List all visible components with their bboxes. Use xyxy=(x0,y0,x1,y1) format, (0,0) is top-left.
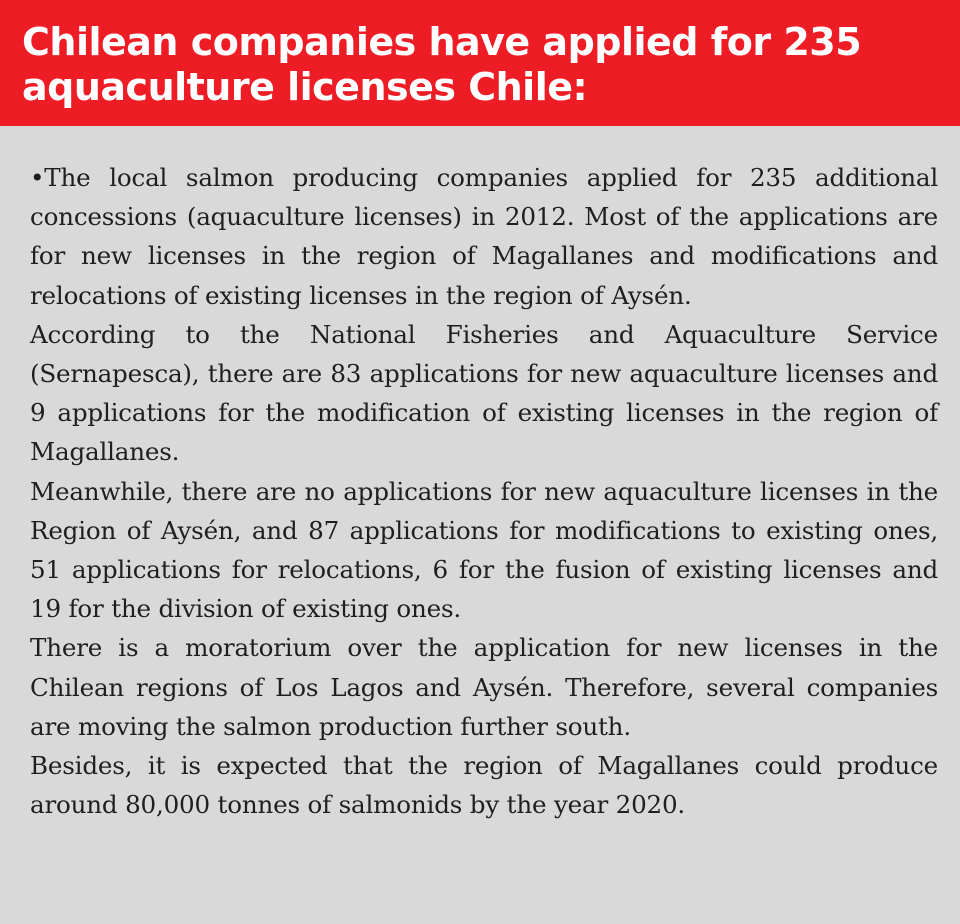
paragraph-4: There is a moratorium over the application for new licenses in the Chilean regions of Los Lagos and Aysén. Therefore, several companies are moving the salmon production further south. xyxy=(30,633,938,741)
box-title: Chilean companies have applied for 235 aquaculture licenses Chile: xyxy=(22,20,862,109)
paragraph-5: Besides, it is expected that the region of Magallanes could produce around 80,000 tonnes of salmonids by the year 2020. xyxy=(30,751,938,820)
paragraph-2: According to the National Fisheries and Aquaculture Service (Sernapesca), there are 83 applications for new aquaculture licenses and 9 applications for the modification of existing licenses in the region of Magallanes. xyxy=(30,319,938,467)
article-body xyxy=(30,158,938,824)
paragraph-3: Meanwhile, there are no applications for new aquaculture licenses in the Region of Aysén, and 87 applications for modifications to existing ones, 51 applications for relocations, 6 for the fusion of existing licenses and 19 for the division of existing ones. xyxy=(30,476,938,624)
paragraph-1: •The local salmon producing companies applied for 235 additional concessions (aquaculture licenses) in 2012. Most of the applications are for new licenses in the region of Magallanes and modifications and relocations of existing licenses in the region of Aysén. xyxy=(30,163,938,310)
title-banner xyxy=(0,0,960,126)
